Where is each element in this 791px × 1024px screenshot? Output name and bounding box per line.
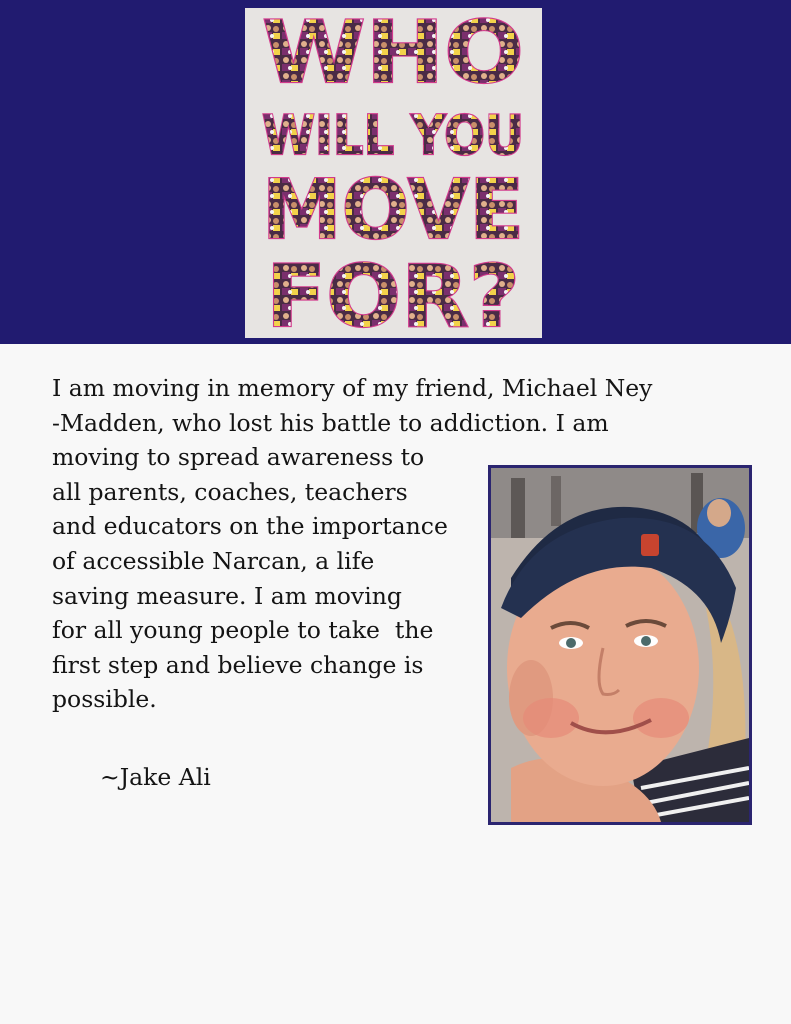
paragraph-line: I am moving in memory of my friend, Michael Ney <box>52 374 653 402</box>
paragraph-line: of accessible Narcan, a life <box>52 546 375 575</box>
paragraph-line: possible. <box>52 685 157 714</box>
signature: ~Jake Ali <box>100 763 211 791</box>
poster-line-1: WHO <box>262 8 524 103</box>
paragraph-line: moving to spread awareness to <box>52 443 425 472</box>
paragraph-line: for all young people to take the <box>52 616 434 645</box>
paragraph-line: -Madden, who lost his battle to addiction. I am <box>52 408 609 437</box>
paragraph-line: first step and believe change is <box>52 650 424 679</box>
poster-line-2: WILL YOU <box>262 104 524 167</box>
memorial-photo <box>488 465 752 825</box>
poster-line-4: FOR? <box>266 247 520 338</box>
campaign-poster <box>245 8 542 338</box>
paragraph-line: all parents, coaches, teachers <box>52 477 408 506</box>
paragraph-line: and educators on the importance <box>52 512 448 541</box>
paragraph-line: saving measure. I am moving <box>52 581 402 610</box>
poster-line-3: MOVE <box>262 163 524 258</box>
